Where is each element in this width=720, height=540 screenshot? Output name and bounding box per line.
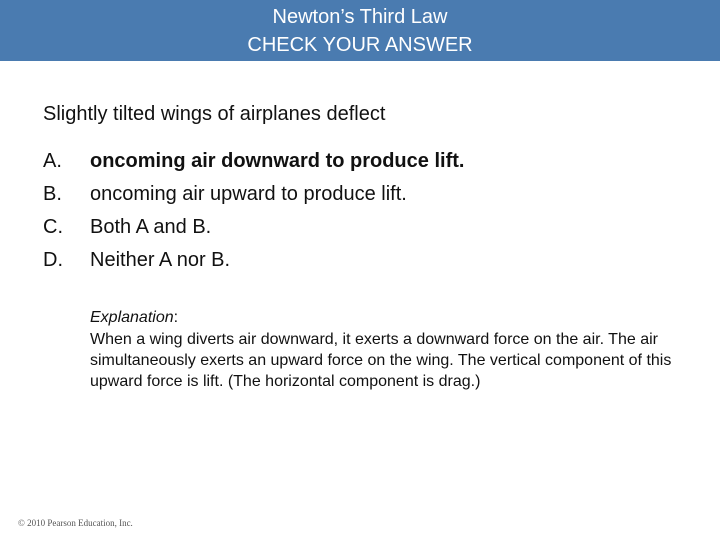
explanation-label: Explanation: [90, 309, 174, 326]
option-a-text: oncoming air downward to produce lift.: [90, 150, 465, 172]
slide-title: Newton’s Third Law: [272, 6, 448, 28]
explanation-heading: Explanation:: [90, 309, 179, 326]
option-c-text: Both A and B.: [90, 216, 212, 238]
option-d: [43, 244, 703, 277]
option-b-letter: B.: [43, 183, 62, 205]
option-c-letter: C.: [43, 216, 63, 238]
option-b: [43, 178, 703, 211]
slide-subtitle: CHECK YOUR ANSWER: [247, 34, 473, 56]
option-a: [43, 145, 703, 178]
question-text: Slightly tilted wings of airplanes deflect: [43, 103, 386, 125]
copyright-footer: © 2010 Pearson Education, Inc.: [18, 518, 133, 528]
answer-options: [43, 145, 703, 277]
explanation-block: [90, 307, 690, 392]
explanation-text: When a wing diverts air downward, it exerts a downward force on the air. The air simultaneously exerts an upward force on the wing. The vertical component of this upward force is lift. (The horizontal component is drag.): [90, 331, 672, 390]
option-c: [43, 211, 703, 244]
option-d-text: Neither A nor B.: [90, 249, 231, 271]
option-d-letter: D.: [43, 249, 63, 271]
option-b-text: oncoming air upward to produce lift.: [90, 183, 407, 205]
slide-header: [0, 0, 720, 61]
option-a-letter: A.: [43, 150, 62, 172]
